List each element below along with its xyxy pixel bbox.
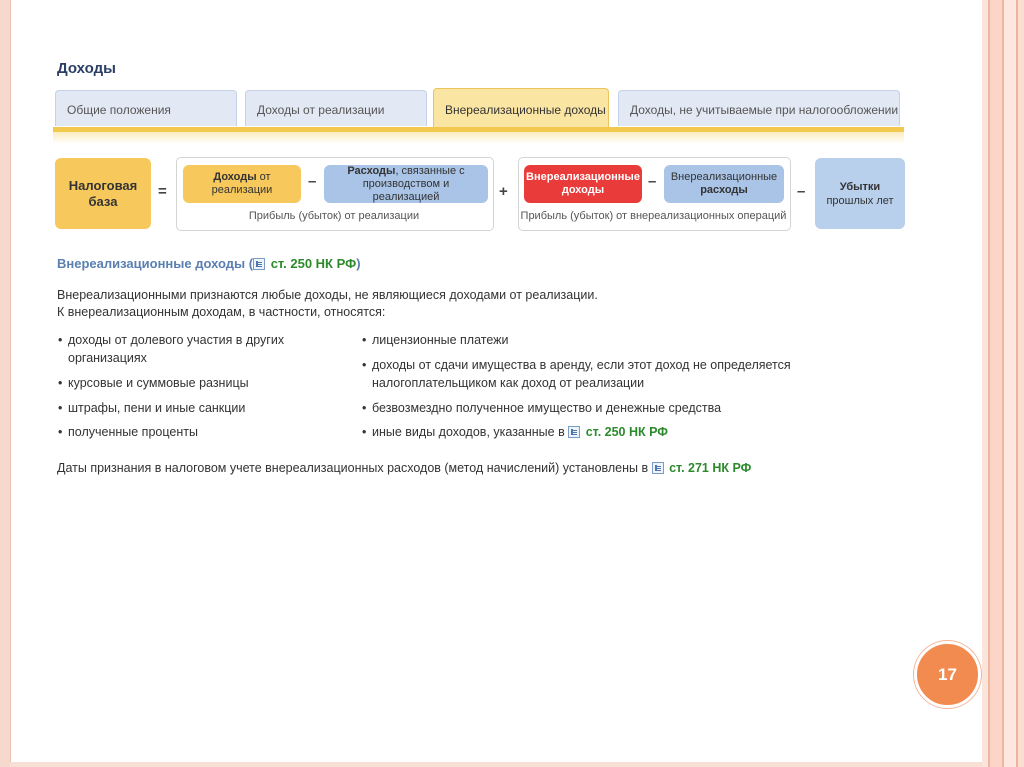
tab-non-taxable-income[interactable]: Доходы, не учитываемые при налогообложении [618,90,900,126]
non-operating-profit-caption: Прибыль (убыток) от внереализационных операций [520,210,787,222]
list-item: • иные виды доходов, указанные в ст. 250 НК РФ [362,425,668,439]
list-item: • доходы от сдачи имущества в аренду, если этот доход не определяется налогоплательщиком как доход от реализации [362,358,791,390]
sales-income-box: Доходы от реализации [183,165,301,203]
document-icon [253,258,265,270]
equals-sign: = [158,183,167,200]
list-item: • полученные проценты [58,425,198,439]
document-icon [568,426,580,438]
list-item: • лицензионные платежи [362,333,509,347]
minus-sign: – [648,173,657,190]
intro-line-2: К внереализационным доходам, в частности, относятся: [57,305,386,319]
tab-non-operating-income[interactable]: Внереализационные доходы [433,88,609,128]
intro-line-1: Внереализационными признаются любые доходы, не являющиеся доходами от реализации. [57,288,598,302]
article-271-link[interactable]: ст. 271 НК РФ [669,461,752,475]
article-250-link[interactable]: ст. 250 НК РФ [270,256,357,271]
document-icon [652,462,664,474]
non-operating-expense-box: Внереализационные расходы [664,165,784,203]
sales-expense-box: Расходы, связанные с производством и реализацией [324,165,488,203]
list-item: • безвозмездно полученное имущество и денежные средства [362,401,722,415]
tab-general[interactable]: Общие положения [55,90,237,126]
sales-profit-caption: Прибыль (убыток) от реализации [248,210,420,222]
minus-sign: – [308,173,317,190]
page-number-badge: 17 [914,641,981,708]
minus-sign: – [797,183,806,200]
slide-right-border [982,0,1024,767]
tax-base-box: Налоговая база [55,158,151,229]
list-item: • штрафы, пени и иные санкции [58,401,246,415]
non-operating-income-box: Внереализационные доходы [524,165,642,203]
prior-losses-box: Убытки прошлых лет [815,158,905,229]
page-title: Доходы [57,60,116,77]
section-heading: Внереализационные доходы ( ст. 250 НК РФ) [57,256,361,271]
article-250-link[interactable]: ст. 250 НК РФ [585,425,668,439]
slide-left-border [0,0,11,767]
tab-sales-income[interactable]: Доходы от реализации [245,90,427,126]
slide-bottom-border [10,762,982,767]
footer-note: Даты признания в налоговом учете внереализационных расходов (метод начислений) установлены в ст. 271 НК РФ [57,461,752,475]
plus-sign: + [499,183,508,200]
list-item: • доходы от долевого участия в других организациях [58,333,285,365]
list-item: • курсовые и суммовые разницы [58,376,249,390]
